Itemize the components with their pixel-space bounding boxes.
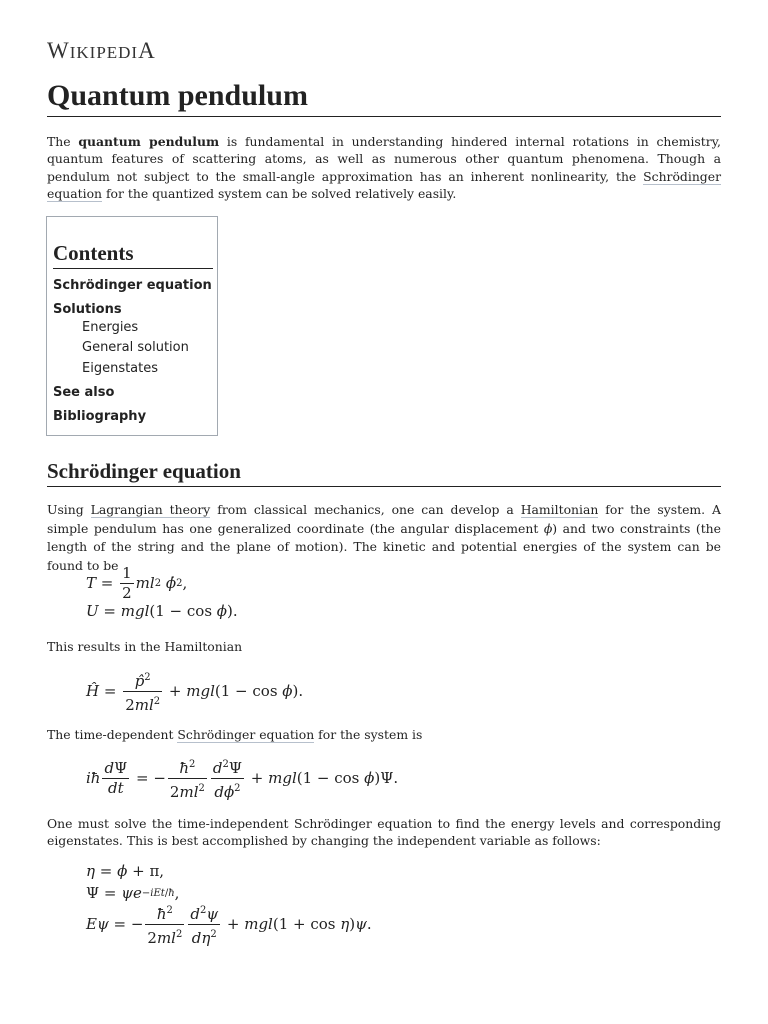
toc-item-general-solution[interactable]: General solution [82, 340, 189, 355]
toc-item-schrodinger-equation[interactable]: Schrödinger equation [53, 278, 212, 293]
intro-paragraph: The quantum pendulum is fundamental in understanding hindered internal rotations in chemistry, quantum features of scattering atoms, as well as numerous other quantum phenomena. Though a pendulum not subject to the small-angle approximation has an inherent nonlinearity, the Schrödinger equation for the quantized system can be solved relatively easily. [47, 134, 721, 201]
hamiltonian-link[interactable]: Hamiltonian [520, 502, 599, 517]
schrodinger-equation-link[interactable]: Schrödinger equation [47, 168, 721, 201]
toc-item-solutions[interactable]: Solutions [53, 302, 122, 317]
paragraph-hamiltonian: This results in the Hamiltonian [47, 639, 243, 654]
time-dependent-equation: iħ $\frac{d\Psi}{dt}$ = − $\frac{ħ^2}{2ml^2}$ $\frac{d^2\Psi}{d\phi^2}$ + mgl (1 − cos ϕ )Ψ. [86, 758, 399, 801]
wikipedia-logo[interactable]: WIKIPEDIA [47, 38, 156, 63]
page-title: Quantum pendulum [47, 78, 721, 117]
schrodinger-equation-link-2[interactable]: Schrödinger equation [177, 727, 315, 742]
toc-item-bibliography[interactable]: Bibliography [53, 409, 147, 424]
variable-change-equations: η = ϕ + π, Ψ = ψe −iEt/ħ , Eψ = − $\frac{ħ^2}{2ml^2}$ $\frac{d^2\psi}{d\eta^2}$ + mgl (1 + cos η ) ψ . [86, 862, 372, 947]
toc-item-energies[interactable]: Energies [82, 320, 139, 335]
table-of-contents [46, 216, 218, 436]
lagrangian-theory-link[interactable]: Lagrangian theory [90, 502, 211, 517]
paragraph-lagrangian: Using Lagrangian theory from classical mechanics, one can develop a Hamiltonian for the system. A simple pendulum has one generalized coordinate (the angular displacement ϕ) and two constraints (the length of the string and the plane of motion). The kinetic and potential energies of the system can be found to be [47, 502, 721, 573]
paragraph-time-dependent: The time-dependent Schrödinger equation for the system is [47, 727, 423, 742]
toc-item-see-also[interactable]: See also [53, 385, 115, 400]
hamiltonian-equation: Ĥ = $\frac{p̂^2}{2ml^2}$ + mgl (1 − cos ϕ ). [86, 671, 304, 714]
section-heading: Schrödinger equation [47, 458, 721, 487]
toc-item-eigenstates[interactable]: Eigenstates [82, 361, 159, 376]
paragraph-time-independent: One must solve the time-independent Schrödinger equation to find the energy levels and corresponding eigenstates. This is best accomplished by changing the independent variable as follows: [47, 816, 721, 849]
energy-equations: T = $\frac{1}{2}$ ml 2 ϕ̇ 2 , U = mgl (1 − cos ϕ ). [86, 563, 238, 620]
toc-title: Contents [53, 241, 213, 269]
